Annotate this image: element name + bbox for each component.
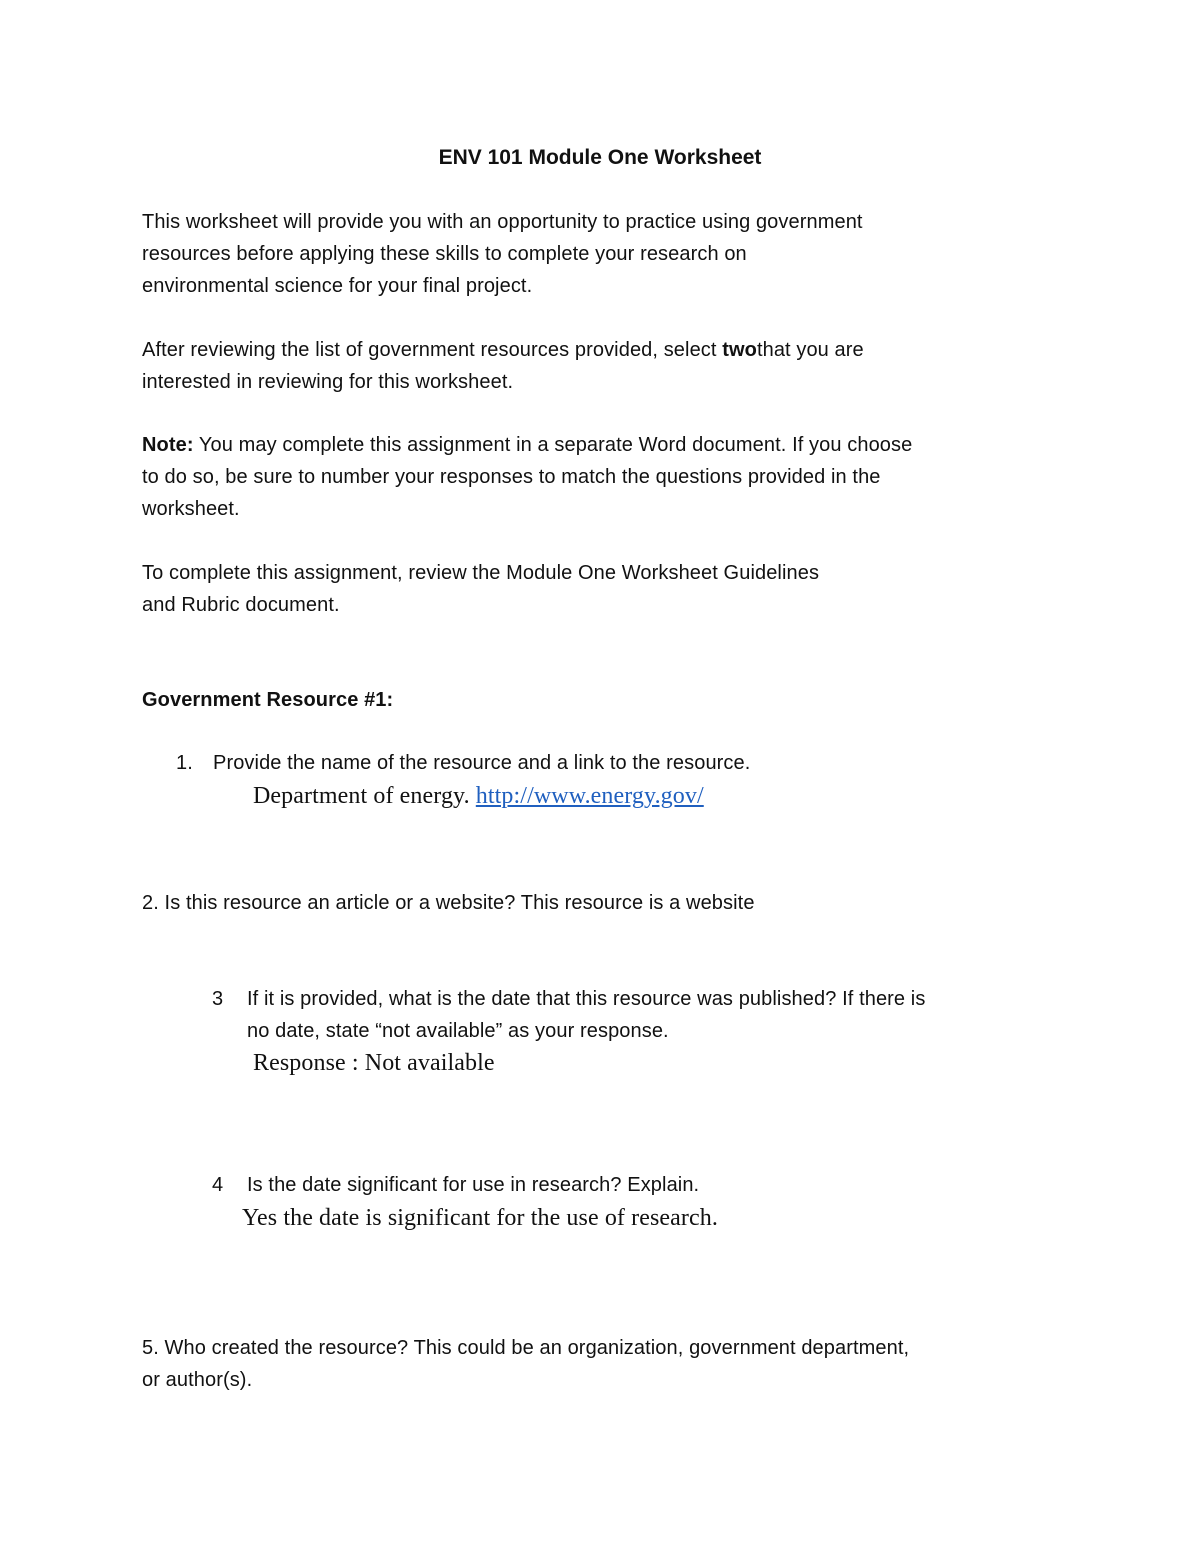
q2-text: 2. Is this resource an article or a website? This resource is a website [142,892,755,914]
q4-answer: Yes the date is significant for the use of research. [242,1205,718,1231]
q4-text: Is the date significant for use in research? Explain. [247,1174,700,1196]
q3-line-1: If it is provided, what is the date that this resource was published? If there is [247,988,926,1010]
intro-line-3: environmental science for your final project. [142,275,533,297]
select-text-after: that you are [756,339,864,361]
q1-text: Provide the name of the resource and a link to the resource. [213,752,751,774]
intro-line-2: resources before applying these skills to complete your research on [142,243,747,265]
q4-number: 4 [212,1174,224,1196]
q5-line-2: or author(s). [142,1369,253,1391]
complete-line-2: and Rubric document. [142,594,340,616]
q5-line-1: 5. Who created the resource? This could be an organization, government department, [142,1337,910,1359]
energy-gov-link[interactable]: http://www.energy.gov/ [475,783,704,809]
section-heading: Government Resource #1: [142,689,394,711]
q3-number: 3 [212,988,224,1010]
note-label: Note: [142,434,194,456]
q3-answer: Response : Not available [253,1050,495,1076]
note-line-3: worksheet. [142,498,240,520]
select-line-2: interested in reviewing for this worksheet. [142,371,514,393]
note-line-1 [142,429,912,461]
q1-answer [253,779,704,813]
note-line-2: to do so, be sure to number your responses to match the questions provided in the [142,466,881,488]
select-text-before: After reviewing the list of government resources provided, select [142,339,723,361]
select-bold-two: two [722,339,757,361]
complete-line-1: To complete this assignment, review the Module One Worksheet Guidelines [142,562,820,584]
select-line-1 [142,334,864,366]
q1-number: 1. [176,752,193,774]
intro-line-1: This worksheet will provide you with an opportunity to practice using government [142,211,863,233]
page-title: ENV 101 Module One Worksheet [438,146,762,169]
q3-line-2: no date, state “not available” as your response. [247,1020,669,1042]
q1-answer-text: Department of energy. [253,783,476,809]
note-text: You may complete this assignment in a separate Word document. If you choose [193,434,913,456]
